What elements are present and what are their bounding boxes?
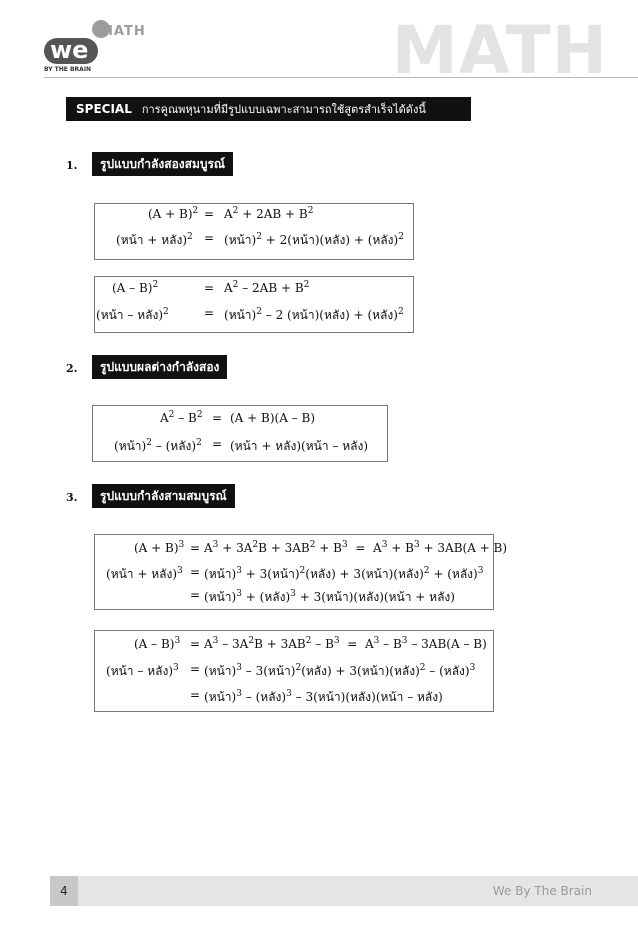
formula-line: = [190, 565, 201, 579]
word-front: หน้า [110, 567, 134, 581]
formula-line: (หน้า)$^2$ + 2(หน้า)(หลัง) + (หลัง)$^2$ [224, 232, 404, 247]
formula-line: $A^3 + 3A^2B + 3AB^2 + B^3 = A^3 + B^3 + 3AB(A + B)$ [204, 540, 508, 555]
special-banner [66, 97, 471, 121]
formula-line: (หน้า)$^2$ – (หลัง)$^2$ [114, 438, 202, 453]
word-back: หลัง [323, 308, 346, 322]
word-back: หลัง [137, 308, 159, 322]
formula-line: (หน้า – หลัง)$^3$ [106, 663, 179, 678]
word-front: หน้า [267, 664, 291, 678]
word-front: หน้า [361, 664, 385, 678]
formula-line: (หน้า)$^2$ – 2 (หน้า)(หลัง) + (หลัง)$^2$ [224, 307, 404, 322]
word-back: หลัง [429, 590, 451, 604]
special-description: การคูณพหุนามที่มีรูปแบบเฉพาะสามารถใช้สูตรสำเร็จได้ดังนี้ [141, 103, 426, 116]
word-back: หลัง [264, 590, 286, 604]
word-back: หลัง [393, 664, 416, 678]
formula-line: (หน้า)$^3$ – 3(หน้า)$^2$(หลัง) + 3(หน้า)(หลัง)$^2$ – (หลัง)$^3$ [204, 663, 476, 678]
math-watermark: MATH [392, 12, 608, 89]
word-back: หลัง [161, 233, 183, 247]
word-front: หน้า [208, 567, 232, 581]
section-1-number: 1. [66, 159, 78, 172]
word-back: หลัง [147, 664, 169, 678]
word-back: หลัง [417, 690, 439, 704]
word-back: หลัง [170, 439, 192, 453]
formula-line: = [204, 231, 215, 245]
word-front: หน้า [208, 664, 232, 678]
formula-line: (หน้า – หลัง)$^2$ [96, 307, 169, 322]
formula-line: (หน้า)$^3$ – (หลัง)$^3$ – 3(หน้า)(หลัง)(หน้า – หลัง) [204, 689, 443, 704]
formula-line: = [190, 588, 201, 602]
special-tag: SPECIAL [76, 102, 132, 116]
word-front: หน้า [271, 567, 295, 581]
word-front: หน้า [388, 590, 412, 604]
formula-line: = [204, 281, 215, 295]
formula-line: (หน้า)$^3$ + 3(หน้า)$^2$(หลัง) + 3(หน้า)(หลัง)$^2$ + (หลัง)$^3$ [204, 566, 484, 581]
word-front: หน้า [100, 308, 124, 322]
formula-line: (A – B)$^2$ [112, 280, 159, 295]
formula-line: = [212, 437, 223, 451]
word-front: หน้า [234, 439, 258, 453]
section-2-number: 2. [66, 362, 78, 375]
word-front: หน้า [208, 590, 232, 604]
word-back: หลัง [309, 567, 332, 581]
word-back: หลัง [443, 664, 465, 678]
formula-line: = [190, 541, 201, 555]
formula-line: (หน้า + หลัง)$^3$ [106, 566, 183, 581]
word-front: หน้า [365, 567, 389, 581]
word-front: หน้า [291, 308, 315, 322]
header-divider [44, 77, 638, 78]
word-front: หน้า [291, 233, 315, 247]
word-back: หลัง [151, 567, 173, 581]
formula-line: = [190, 637, 201, 651]
word-back: หลัง [372, 308, 394, 322]
word-back: หลัง [451, 567, 474, 581]
word-back: หลัง [350, 690, 372, 704]
formula-line: = [190, 662, 201, 676]
word-front: หน้า [305, 439, 329, 453]
word-front: หน้า [208, 690, 232, 704]
word-back: หลัง [358, 590, 380, 604]
word-front: หน้า [110, 664, 134, 678]
logo-we-text: we [50, 36, 89, 64]
word-back: หลัง [260, 690, 282, 704]
footer-brand: We By The Brain [492, 884, 592, 898]
word-front: หน้า [317, 690, 341, 704]
formula-line: $A^3 - 3A^2B + 3AB^2 - B^3 = A^3 - B^3 - 3AB(A - B)$ [204, 636, 487, 651]
formula-line: $A^2 - B^2$ [160, 410, 203, 425]
formula-line: (A – B)$^3$ [134, 636, 181, 651]
formula-line: = [204, 306, 215, 320]
word-front: หน้า [120, 233, 144, 247]
word-back: หลัง [397, 567, 420, 581]
formula-line: = [204, 207, 215, 221]
section-3-title: รูปแบบกำลังสามสมบูรณ์ [92, 484, 235, 508]
formula-line: = [212, 411, 223, 425]
page-number: 4 [50, 876, 78, 906]
formula-line: $A^2 + 2AB + B^2$ [224, 206, 314, 221]
logo-math-text: MATH [100, 24, 146, 39]
word-back: หลัง [324, 233, 346, 247]
word-front: หน้า [380, 690, 404, 704]
word-front: หน้า [325, 590, 349, 604]
formula-line: $A^2 - 2AB + B^2$ [224, 280, 310, 295]
formula-line: (หน้า + หลัง)$^2$ [116, 232, 193, 247]
formula-line: $(A + B)^2$ [148, 206, 199, 221]
section-1-title: รูปแบบกำลังสองสมบูรณ์ [92, 152, 233, 176]
formula-line: (A + B)(A – B) [230, 411, 316, 425]
word-back: หลัง [305, 664, 328, 678]
formula-line: $(A + B)^3$ [134, 540, 185, 555]
formula-line: (หน้า + หลัง)(หน้า – หลัง) [230, 439, 369, 453]
section-3-number: 3. [66, 491, 78, 504]
logo-subtitle: BY THE BRAIN [44, 66, 92, 73]
word-back: หลัง [372, 233, 394, 247]
formula-line: (หน้า)$^3$ + (หลัง)$^3$ + 3(หน้า)(หลัง)(หน้า + หลัง) [204, 589, 455, 604]
word-back: หลัง [342, 439, 364, 453]
section-2-title: รูปแบบผลต่างกำลังสอง [92, 355, 227, 379]
word-back: หลัง [275, 439, 297, 453]
word-front: หน้า [118, 439, 142, 453]
formula-line: = [190, 688, 201, 702]
word-front: หน้า [228, 308, 252, 322]
word-front: หน้า [228, 233, 252, 247]
